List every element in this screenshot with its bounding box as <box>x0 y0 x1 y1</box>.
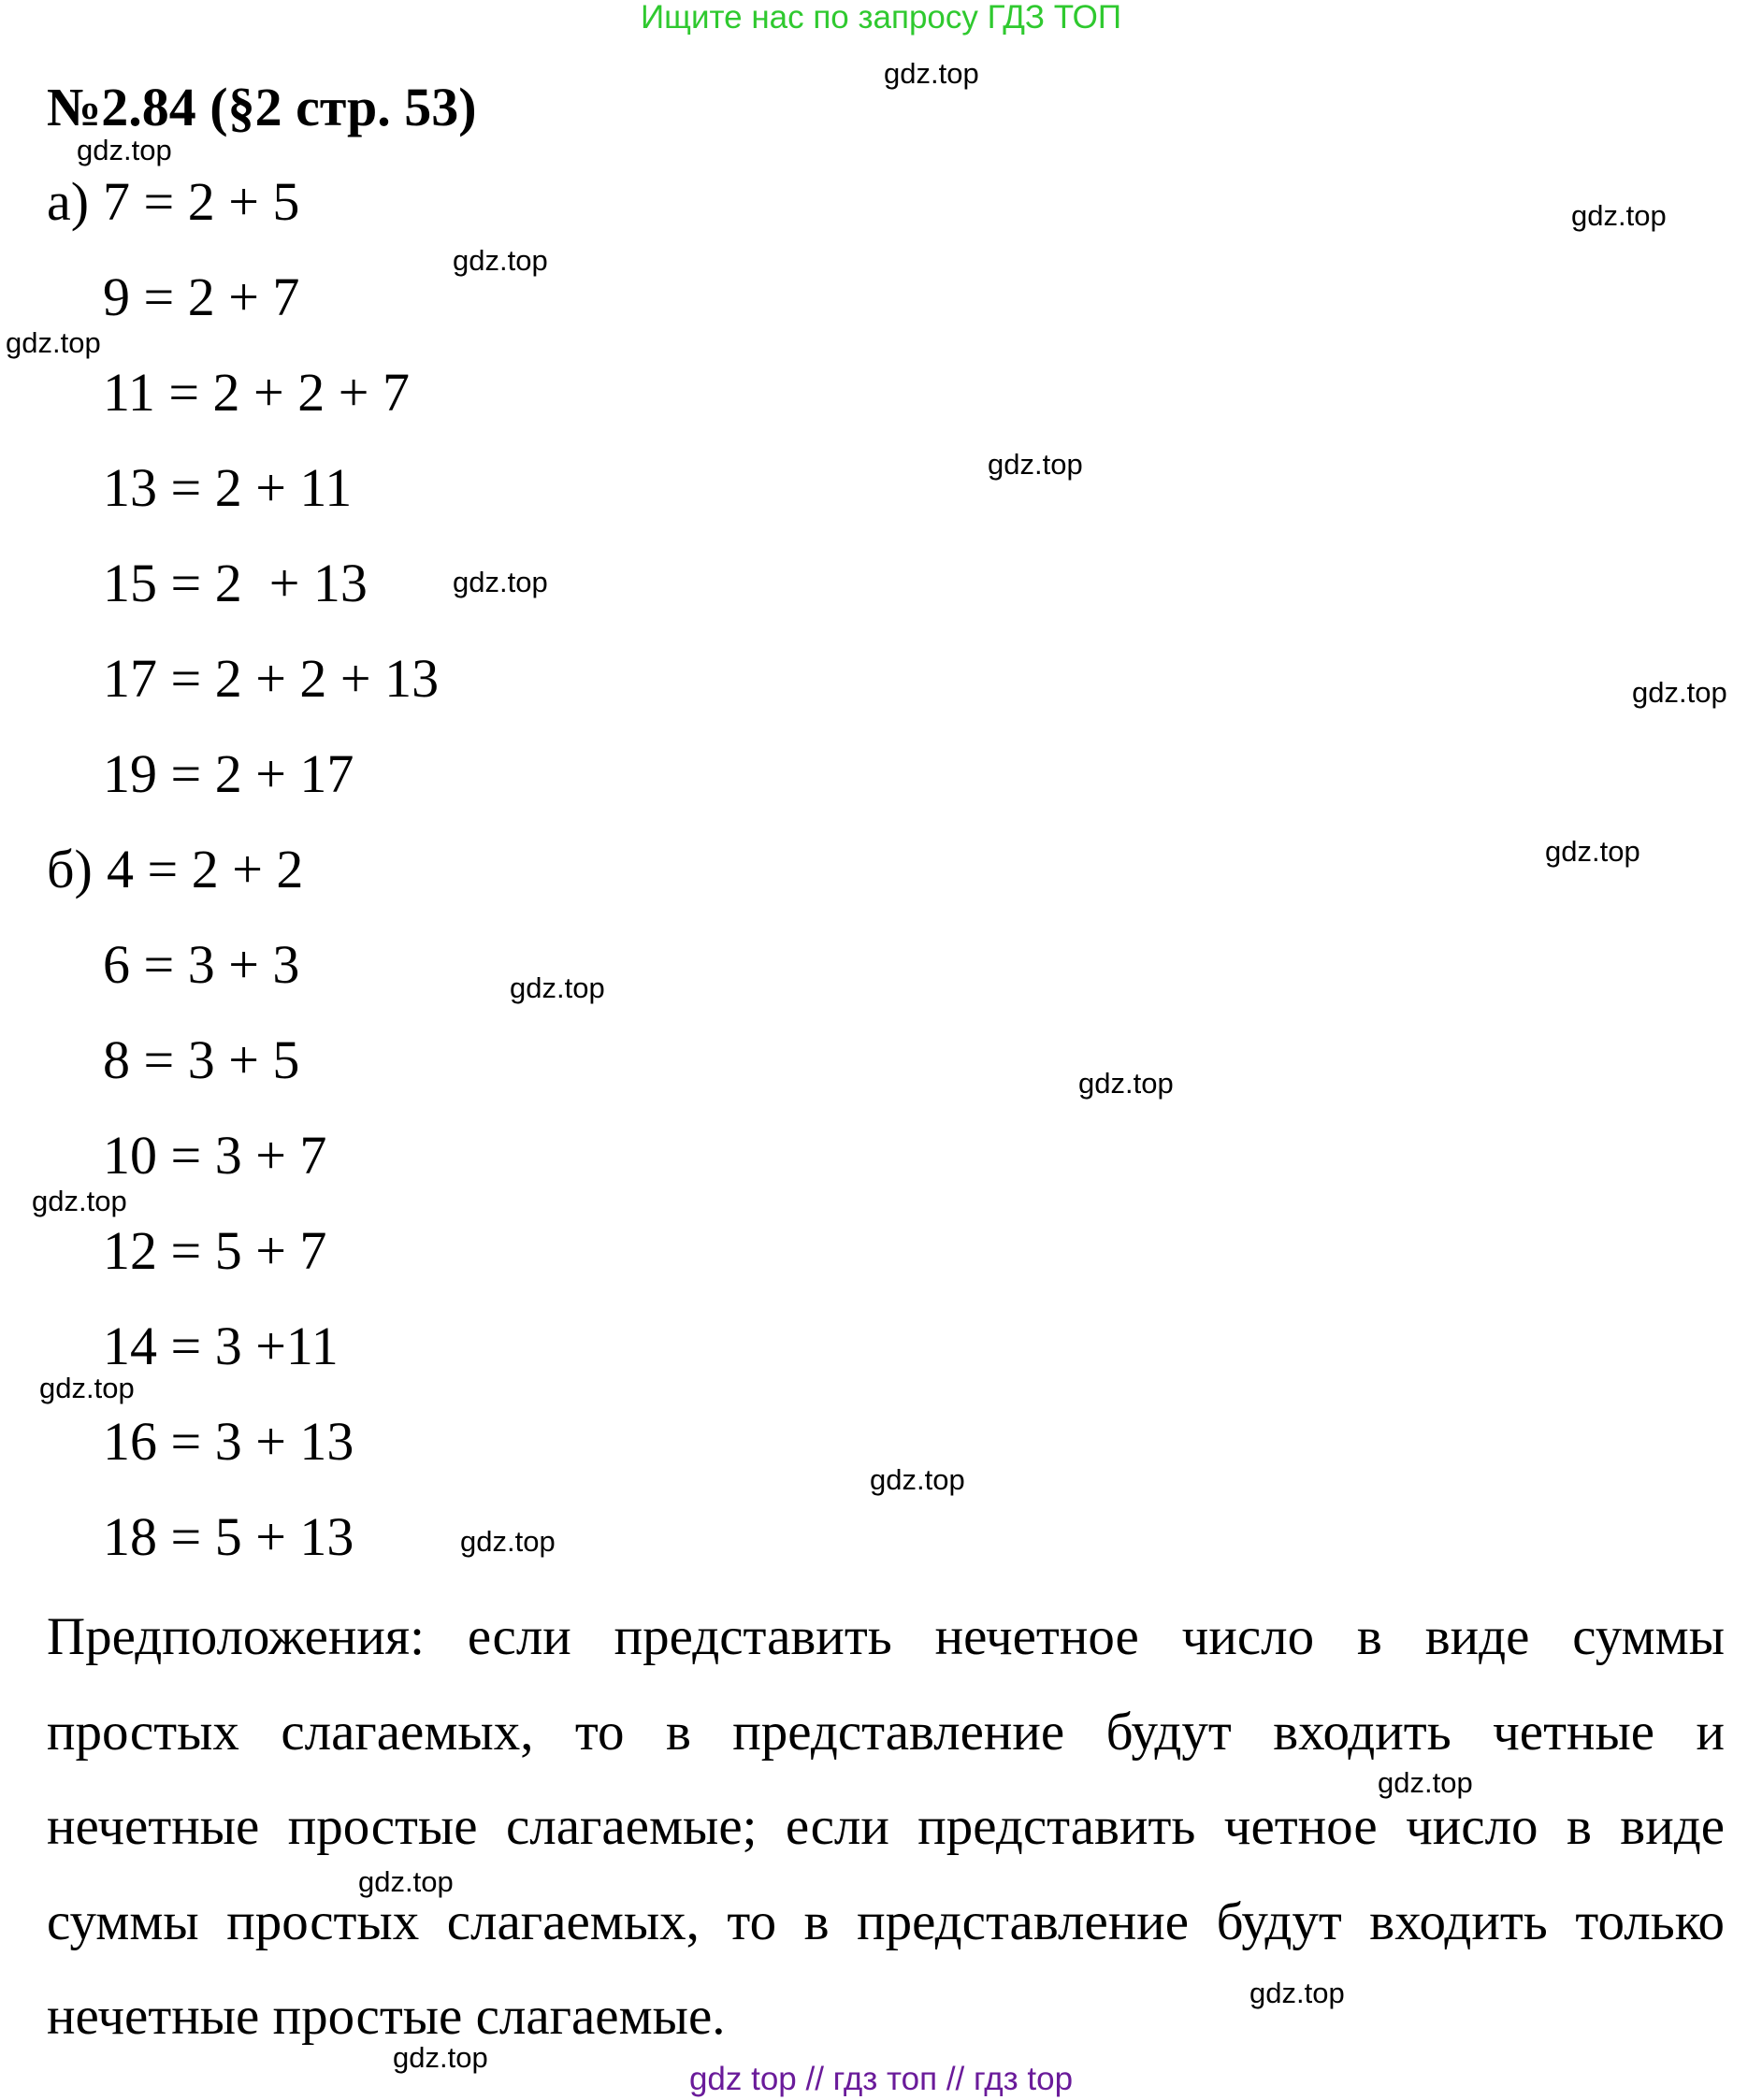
watermark: gdz.top <box>1545 835 1640 868</box>
conclusion-line-5: нечетные простые слагаемые. <box>47 1987 726 2046</box>
watermark: gdz.top <box>6 326 101 359</box>
watermark: gdz.top <box>1249 1977 1345 2009</box>
part-b-label: б) <box>47 839 93 899</box>
part-b-line-3: 8 = 3 + 5 <box>103 1029 300 1090</box>
watermark: gdz.top <box>1378 1766 1473 1799</box>
part-b-line-7: 16 = 3 + 13 <box>103 1411 354 1472</box>
exercise-title: №2.84 (§2 стр. 53) <box>47 77 477 137</box>
watermark: gdz.top <box>988 448 1083 481</box>
watermark: gdz.top <box>32 1185 127 1217</box>
watermark: gdz.top <box>453 566 548 598</box>
search-banner: Ищите нас по запросу ГДЗ ТОП <box>641 0 1121 36</box>
conclusion-line-2: простых слагаемых, то в представление будут входить четные и <box>47 1702 1725 1762</box>
watermark: gdz.top <box>453 244 548 277</box>
watermark: gdz.top <box>1632 676 1727 709</box>
watermark: gdz.top <box>393 2041 488 2074</box>
conclusion-line-4: суммы простых слагаемых, то в представление будут входить только <box>47 1891 1725 1951</box>
watermark: gdz.top <box>870 1463 965 1496</box>
part-b-line-4: 10 = 3 + 7 <box>103 1125 327 1186</box>
part-a-line-4: 13 = 2 + 11 <box>103 457 353 518</box>
watermark: gdz.top <box>39 1372 135 1404</box>
watermark: gdz.top <box>1571 199 1667 232</box>
watermark: gdz.top <box>77 134 172 166</box>
part-b-line-8: 18 = 5 + 13 <box>103 1506 354 1567</box>
part-b-line-2: 6 = 3 + 3 <box>103 934 300 995</box>
part-a-line-1: 7 = 2 + 5 <box>103 171 300 232</box>
watermark: gdz.top <box>358 1865 454 1898</box>
part-a-line-3: 11 = 2 + 2 + 7 <box>103 362 410 423</box>
footer-links: gdz top // гдз топ // гдз top <box>688 2061 1074 2097</box>
watermark: gdz.top <box>460 1525 556 1558</box>
part-a-line-7: 19 = 2 + 17 <box>103 743 354 804</box>
part-a-line-2: 9 = 2 + 7 <box>103 266 300 327</box>
part-a-line-6: 17 = 2 + 2 + 13 <box>103 648 440 709</box>
part-b-line-6: 14 = 3 +11 <box>103 1316 339 1376</box>
conclusion-line-1: Предположения: если представить нечетное число в виде суммы <box>47 1607 1725 1666</box>
watermark: gdz.top <box>1078 1067 1174 1100</box>
part-b-line-1: 4 = 2 + 2 <box>107 839 304 899</box>
conclusion-paragraph <box>47 1589 1725 2064</box>
part-b-line-5: 12 = 5 + 7 <box>103 1220 327 1281</box>
watermark: gdz.top <box>510 971 605 1004</box>
part-a-label: а) <box>47 171 90 232</box>
conclusion-line-3: нечетные простые слагаемые; если представить четное число в виде <box>47 1797 1725 1856</box>
watermark: gdz.top <box>884 57 979 90</box>
part-a-line-5: 15 = 2 + 13 <box>103 553 368 613</box>
